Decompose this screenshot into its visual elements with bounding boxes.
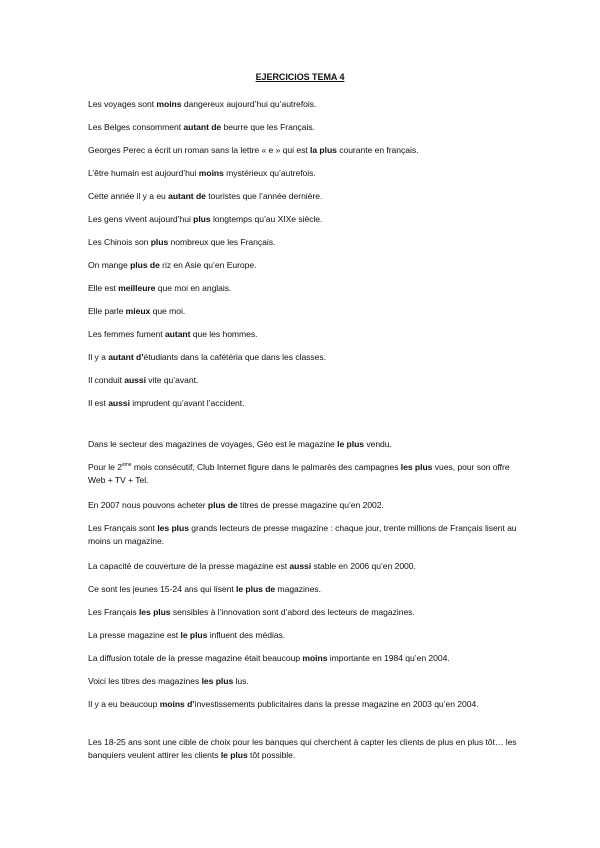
sentence-text: grands lecteurs de presse magazine : chaque jour, trente millions de Français lisent au moins un magazine.: [88, 523, 517, 546]
sentence-line: [88, 121, 528, 134]
sentence-line: [88, 144, 528, 157]
sentence-text: On mange: [88, 260, 131, 270]
sentence-text: vues, pour son offre Web + TV + Tel.: [88, 462, 510, 485]
sentence-text: lus.: [233, 676, 249, 686]
highlighted-word: le plus de: [236, 584, 276, 594]
sentence-text: titres de presse magazine qu’en 2002.: [237, 500, 384, 510]
sentence-text: Elle est: [88, 283, 119, 293]
sentence-text: importante en 1984 qu’en 2004.: [327, 653, 450, 663]
highlighted-word: plus de: [207, 500, 238, 510]
sentence-text: sensibles à l’innovation sont d’abord des lecteurs de magazines.: [170, 607, 415, 617]
sentence-text: Les 18-25 ans sont une cible de choix pour les banques qui cherchent à capter les clients de plus en plus tôt… les banquiers veulent attirer les clients: [88, 737, 517, 760]
sentence-text: Les Chinois son: [88, 237, 151, 247]
highlighted-word: plus: [150, 237, 169, 247]
sentence-text: Pour le 2: [88, 462, 122, 472]
sentence-text: Les Belges consomment: [88, 122, 184, 132]
highlighted-word: plus de: [130, 260, 160, 270]
page-title: EJERCICIOS TEMA 4: [255, 72, 345, 82]
sentence-text: dangereux aujourd’hui qu’autrefois.: [181, 99, 317, 109]
sentence-line: [88, 629, 528, 642]
sentence-text: Elle parle: [88, 306, 126, 316]
highlighted-word: mieux: [125, 306, 151, 316]
sentence-text: L’être humain est aujourd’hui: [88, 168, 199, 178]
sentence-text: que moi.: [150, 306, 186, 316]
highlighted-word: moins: [156, 99, 182, 109]
sentence-text: La presse magazine est: [88, 630, 181, 640]
highlighted-word: autant de: [183, 122, 222, 132]
sentence-line: [88, 652, 528, 665]
superscript-text: ème: [121, 462, 132, 469]
highlighted-word: autant: [164, 329, 191, 339]
sentence-line: [88, 438, 528, 451]
sentence-text: que moi en anglais.: [155, 283, 232, 293]
sentence-text: La diffusion totale de la presse magazine était beaucoup: [88, 653, 303, 663]
sentence-line: [88, 374, 528, 387]
sentence-line: [88, 351, 528, 364]
sentence-text: Ce sont les jeunes 15-24 ans qui lisent: [88, 584, 237, 594]
sentence-text: investissements publicitaires dans la presse magazine en 2003 qu’en 2004.: [194, 699, 479, 709]
sentence-text: Voici les titres des magazines: [88, 676, 202, 686]
highlighted-word: autant de: [168, 191, 206, 201]
sentence-line: [88, 461, 528, 487]
sentence-line: [88, 282, 528, 295]
highlighted-word: la plus: [310, 145, 337, 155]
sentence-line: [88, 213, 528, 226]
sentence-text: magazines.: [275, 584, 321, 594]
sentence-text: mois consécutif, Club Internet figure dans le palmarès des campagnes: [131, 462, 401, 472]
sentence-line: [88, 98, 528, 111]
sentence-text: Cette année il y a eu: [88, 191, 169, 201]
sentence-text: longtemps qu’au XIXe siècle.: [210, 214, 323, 224]
sentence-text: stable en 2006 qu’en 2000.: [311, 561, 416, 571]
sentence-text: Georges Perec a écrit un roman sans la lettre « e » qui est: [88, 145, 310, 155]
sentence-line: [88, 190, 528, 203]
sentence-text: Il y a: [88, 352, 109, 362]
sentence-line: [88, 583, 528, 596]
sentence-line: [88, 305, 528, 318]
highlighted-word: aussi: [289, 561, 312, 571]
sentence-line: [88, 167, 528, 180]
highlighted-word: moins d’: [159, 699, 195, 709]
highlighted-word: autant d’: [108, 352, 144, 362]
sentence-line: [88, 675, 528, 688]
sentence-text: Les Français sont: [88, 523, 158, 533]
highlighted-word: les plus: [157, 523, 189, 533]
sentence-text: Il est: [88, 398, 109, 408]
sentence-line: [88, 397, 528, 410]
sentence-text: Les Français: [88, 607, 139, 617]
sentence-text: imprudent qu’avant l’accident.: [129, 398, 245, 408]
sentence-line: [88, 606, 528, 619]
sentence-text: riz en Asie qu’en Europe.: [159, 260, 257, 270]
highlighted-word: le plus: [337, 439, 364, 449]
sentence-text: que les hommes.: [190, 329, 258, 339]
sentence-text: mystérieux qu’autrefois.: [223, 168, 316, 178]
sentence-text: influent des médias.: [207, 630, 286, 640]
sentence-text: Les gens vivent aujourd’hui: [88, 214, 194, 224]
highlighted-word: plus: [193, 214, 211, 224]
highlighted-word: aussi: [124, 375, 146, 385]
sentence-line: [88, 522, 528, 548]
sentence-text: nombreux que les Français.: [168, 237, 276, 247]
highlighted-word: le plus: [220, 750, 248, 760]
sentence-line: [88, 736, 528, 762]
sentence-line: [88, 698, 528, 711]
sentence-text: touristes que l’année dernière.: [205, 191, 323, 201]
sentence-line: [88, 499, 528, 512]
sentence-line: [88, 328, 528, 341]
sentence-text: Les femmes fument: [88, 329, 165, 339]
sentence-text: vendu.: [364, 439, 392, 449]
highlighted-word: moins: [198, 168, 224, 178]
sentence-line: [88, 560, 528, 573]
sentence-text: Il y a eu beaucoup: [88, 699, 160, 709]
sentence-line: [88, 259, 528, 272]
sentence-text: tôt possible.: [247, 750, 296, 760]
sentence-text: beurre que les Français.: [221, 122, 315, 132]
sentence-text: La capacité de couverture de la presse magazine est: [88, 561, 290, 571]
sentence-text: vite qu’avant.: [145, 375, 199, 385]
sentence-text: En 2007 nous pouvons acheter: [88, 500, 208, 510]
highlighted-word: les plus: [138, 607, 171, 617]
sentence-text: Les voyages sont: [88, 99, 157, 109]
highlighted-word: les plus: [400, 462, 433, 472]
sentence-text: Il conduit: [88, 375, 125, 385]
highlighted-word: moins: [302, 653, 328, 663]
highlighted-word: le plus: [180, 630, 208, 640]
sentence-line: [88, 236, 528, 249]
sentence-text: étudiants dans la cafétéria que dans les classes.: [143, 352, 326, 362]
highlighted-word: les plus: [201, 676, 234, 686]
sentence-text: courante en français.: [336, 145, 419, 155]
highlighted-word: aussi: [108, 398, 130, 408]
sentence-text: Dans le secteur des magazines de voyages, Géo est le magazine: [88, 439, 338, 449]
highlighted-word: meilleure: [118, 283, 156, 293]
